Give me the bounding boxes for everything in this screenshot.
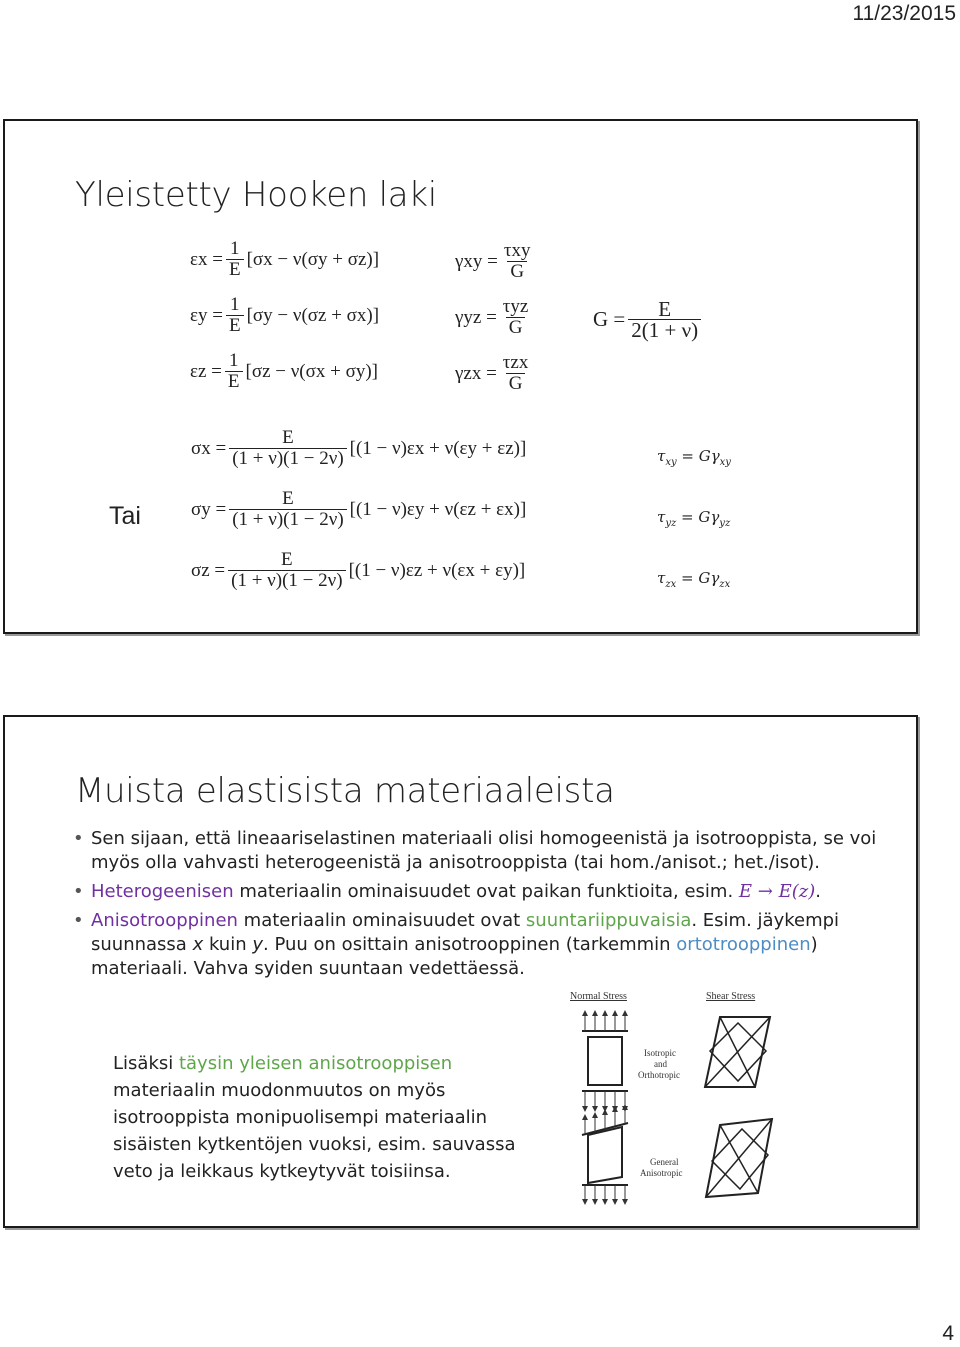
bullet-item: • Heterogeenisen materiaalin ominaisuudet ovat paikan funktioita, esim. E → E(z). (73, 881, 821, 902)
svg-text:and: and (654, 1059, 667, 1069)
stress-eq-z: σz = $\frac{E}{(1 + \nu)(1 - 2\nu)}$ [(1 − ν)εz + ν(εx + εy)] (191, 549, 526, 591)
svg-text:Anisotropic: Anisotropic (640, 1168, 683, 1178)
strain-eq-x: εx = $\frac{1}{E}$ [σx − ν(σy + σz)] (190, 238, 380, 280)
slide-hooke-law (3, 119, 918, 634)
anisotropic-shear-icon (706, 1119, 772, 1197)
bullet-item: • Anisotrooppinen materiaalin ominaisuudet ovat suuntariippuvaisia. Esim. jäykempi suunnassa x kuin y. Puu on osittain anisotrooppinen (tarkemmin ortotrooppinen) materiaali. Vahva syiden suuntaan vedettäessä. (73, 910, 840, 979)
svg-text:Orthotropic: Orthotropic (638, 1070, 680, 1080)
page-number: 4 (942, 1322, 954, 1345)
stress-eq-y: σy = $\frac{E}{(1 + \nu)(1 - 2\nu)}$ [(1 − ν)εy + ν(εz + εx)] (191, 488, 527, 530)
shear-stress-eq-yz: $\tau_{yz} = G\gamma_{yz}$ (657, 508, 731, 529)
svg-text:General: General (650, 1157, 679, 1167)
tai-label: Tai (109, 502, 141, 530)
shear-strain-eq-xy: γxy = $\frac{\text{τxy}}{G}$ (455, 240, 531, 282)
stress-eq-x: σx = $\frac{E}{(1 + \nu)(1 - 2\nu)}$ [(1 − ν)εx + ν(εy + εz)] (191, 427, 527, 469)
strain-eq-y: εy = $\frac{1}{E}$ [σy − ν(σz + σx)] (190, 294, 380, 336)
shear-strain-eq-zx: γzx = $\frac{\text{τzx}}{G}$ (455, 352, 529, 394)
slide-title: Muista elastisista materiaaleista (75, 771, 615, 811)
header-date: 11/23/2015 (852, 2, 956, 25)
anisotropic-note: Lisäksi täysin yleisen anisotrooppisen materiaalin muodonmuutos on myös isotrooppista monipuolisempi materiaalin sisäisten kytkentöjen vuoksi, esim. sauvassa veto ja leikkaus kytkeytyvät toisiinsa. (113, 1053, 516, 1182)
anisotropic-normal-icon (582, 1107, 628, 1202)
shear-strain-eq-yz: γyz = $\frac{\text{τyz}}{G}$ (455, 296, 529, 338)
slide-elastic-materials (3, 715, 918, 1228)
shear-stress-eq-xy: $\tau_{xy} = G\gamma_{xy}$ (657, 447, 731, 468)
bullet-item: • Sen sijaan, että lineaariselastinen materiaali olisi homogeenistä ja isotrooppista, se voi myös olla vahvasti heterogeenistä ja anisotrooppista (tai hom./anisot.; het./isot). (73, 828, 877, 873)
stress-diagram (560, 985, 790, 1215)
normal-stress-label: Normal Stress (570, 991, 627, 1002)
bullet-list (71, 827, 891, 986)
slide-title: Yleistetty Hooken laki (75, 175, 437, 215)
shear-stress-eq-zx: $\tau_{zx} = G\gamma_{zx}$ (657, 569, 731, 590)
isotropic-shear-icon (705, 1017, 770, 1087)
isotropic-normal-icon (582, 1013, 628, 1109)
strain-eq-z: εz = $\frac{1}{E}$ [σz − ν(σx + σy)] (190, 350, 378, 392)
shear-stress-label: Shear Stress (706, 991, 756, 1002)
shear-modulus-eq: G = $\frac{E}{2(1 + \nu)}$ (593, 299, 704, 340)
svg-text:Isotropic: Isotropic (644, 1048, 676, 1058)
